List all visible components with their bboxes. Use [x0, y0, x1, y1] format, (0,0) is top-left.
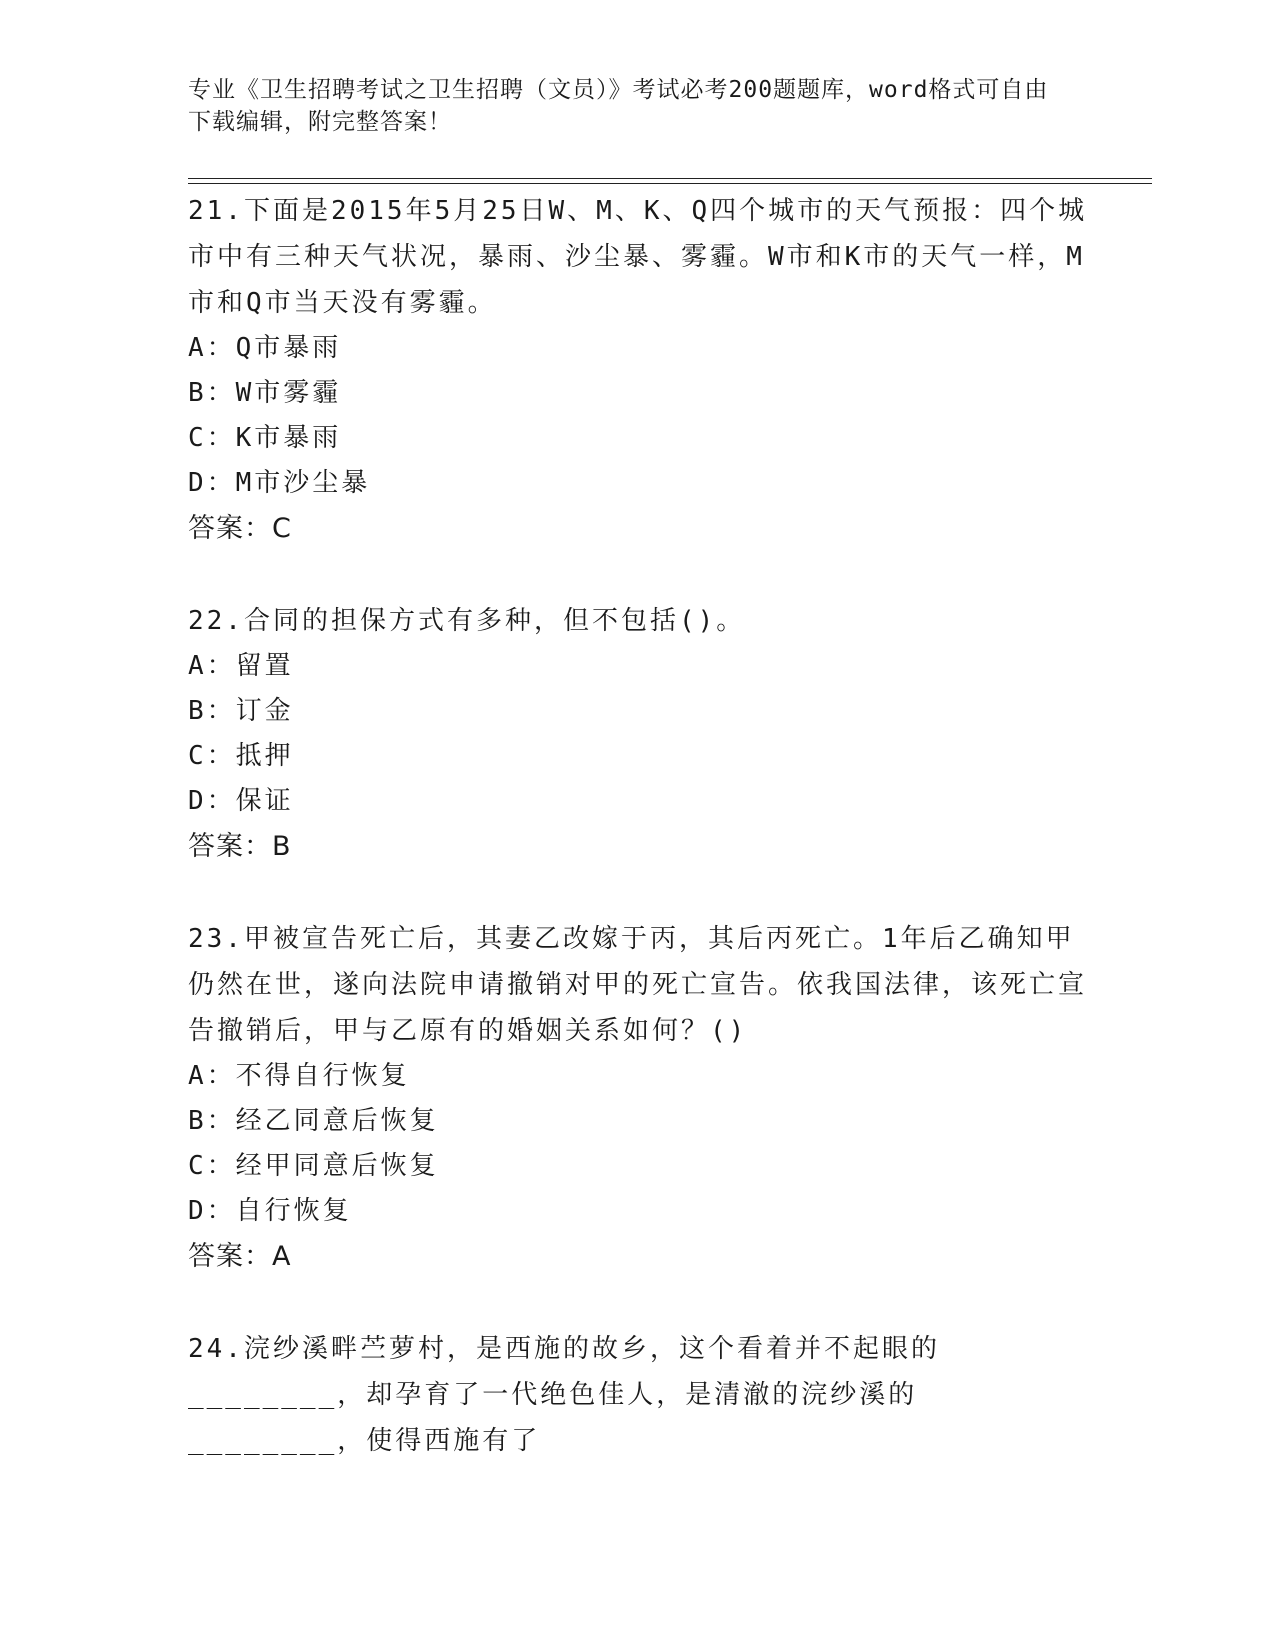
option-c: C：K市暴雨 [188, 423, 342, 453]
question-stem: 24.浣纱溪畔苎萝村，是西施的故乡，这个看着并不起眼的________，却孕育了一代绝色佳人，是清澈的浣纱溪的________，使得西施有了 [188, 1334, 940, 1456]
answer: 答案：C [188, 513, 292, 544]
option-b: B：订金 [188, 696, 294, 726]
option-b: B：W市雾霾 [188, 378, 342, 408]
answer: 答案：A [188, 1241, 292, 1272]
option-a: A：Q市暴雨 [188, 333, 342, 363]
header-divider [188, 178, 1152, 179]
question-stem: 23.甲被宣告死亡后，其妻乙改嫁于丙，其后丙死亡。1年后乙确知甲仍然在世，遂向法院申请撤销对甲的死亡宣告。依我国法律，该死亡宣告撤销后，甲与乙原有的婚姻关系如何？() [188, 924, 1088, 1046]
question-22 [188, 598, 1088, 870]
question-stem: 21.下面是2015年5月25日W、M、K、Q四个城市的天气预报：四个城市中有三种天气状况，暴雨、沙尘暴、雾霾。W市和K市的天气一样，M市和Q市当天没有雾霾。 [188, 196, 1088, 318]
option-d: D：自行恢复 [188, 1196, 352, 1226]
question-21 [188, 188, 1088, 552]
question-23 [188, 916, 1088, 1280]
document-header [188, 74, 1068, 138]
option-a: A：留置 [188, 651, 294, 681]
option-b: B：经乙同意后恢复 [188, 1106, 439, 1136]
option-a: A：不得自行恢复 [188, 1061, 410, 1091]
option-d: D：M市沙尘暴 [188, 468, 371, 498]
answer: 答案：B [188, 831, 292, 862]
option-c: C：抵押 [188, 741, 294, 771]
question-stem: 22.合同的担保方式有多种，但不包括()。 [188, 606, 746, 636]
document-title: 专业《卫生招聘考试之卫生招聘（文员）》考试必考200题题库，word格式可自由下载编辑，附完整答案！ [188, 77, 1049, 135]
option-c: C：经甲同意后恢复 [188, 1151, 439, 1181]
header-divider-double [188, 183, 1152, 184]
option-d: D：保证 [188, 786, 294, 816]
question-24 [188, 1326, 1088, 1464]
